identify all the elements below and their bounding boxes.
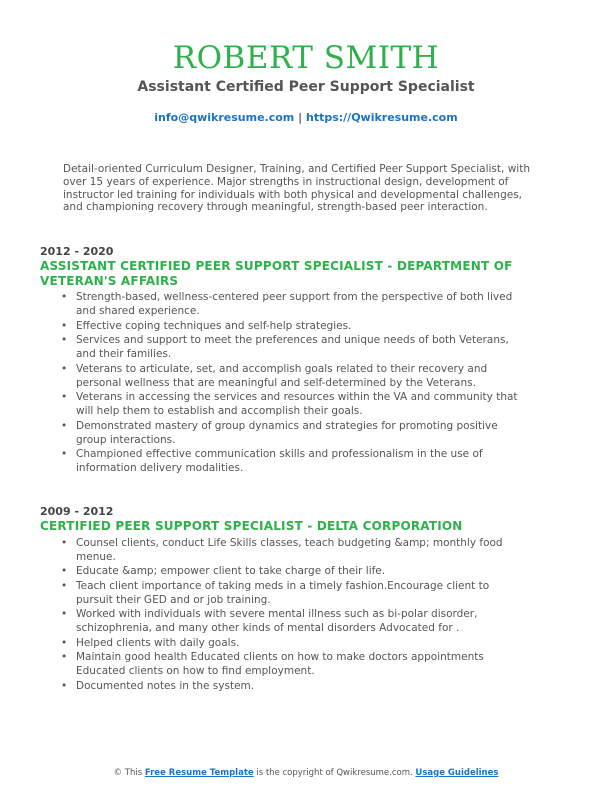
list-item: • Championed effective communication skills and professionalism in the use of information delivery modalities. bbox=[76, 447, 526, 475]
list-item: • Teach client importance of taking meds in a timely fashion.Encourage client to pursuit their GED and or job training. bbox=[76, 579, 526, 607]
footer-copyright: © This bbox=[113, 768, 143, 778]
list-item: • Veterans to articulate, set, and accomplish goals related to their recovery and personal wellness that are meaningful and self-determined by the Veterans. bbox=[76, 362, 526, 390]
contact-line bbox=[0, 111, 612, 125]
list-item: • Counsel clients, conduct Life Skills classes, teach budgeting &amp; monthly food menue. bbox=[76, 536, 526, 564]
experience-entry-2 bbox=[40, 505, 580, 693]
job-dates: 2009 - 2012 bbox=[40, 505, 114, 518]
list-item: • Demonstrated mastery of group dynamics and strategies for promoting positive group interactions. bbox=[76, 419, 526, 447]
list-item: • Documented notes in the system. bbox=[76, 679, 526, 693]
website-link[interactable]: https://Qwikresume.com bbox=[305, 111, 458, 124]
summary-paragraph: Detail-oriented Curriculum Designer, Training, and Certified Peer Support Specialist, with over 15 years of experience. Major strengths in instructional design, development of instructor led training for individuals with both physical and developmental challenges, and championing recovery through meaningful, strength-based peer interaction. bbox=[63, 163, 530, 214]
list-item: • Helped clients with daily goals. bbox=[76, 636, 526, 650]
job-role: ASSISTANT CERTIFIED PEER SUPPORT SPECIALIST - DEPARTMENT OF VETERAN'S AFFAIRS bbox=[40, 259, 513, 288]
list-item: • Strength-based, wellness-centered peer support from the perspective of both lived and shared experience. bbox=[76, 290, 526, 318]
experience-entry-1 bbox=[40, 245, 580, 476]
list-item: • Veterans in accessing the services and resources within the VA and community that will help them to establish and accomplish their goals. bbox=[76, 390, 526, 418]
email-link[interactable]: info@qwikresume.com bbox=[154, 111, 295, 124]
candidate-title: Assistant Certified Peer Support Specialist bbox=[137, 79, 475, 95]
page-footer bbox=[0, 768, 612, 779]
usage-guidelines-link[interactable]: Usage Guidelines bbox=[415, 768, 499, 778]
list-item: • Services and support to meet the preferences and unique needs of both Veterans, and their families. bbox=[76, 333, 526, 361]
job-role: CERTIFIED PEER SUPPORT SPECIALIST - DELTA CORPORATION bbox=[40, 519, 463, 533]
job-bullets bbox=[40, 536, 580, 693]
job-bullets bbox=[40, 290, 580, 475]
job-dates: 2012 - 2020 bbox=[40, 245, 114, 258]
list-item: • Educate &amp; empower client to take charge of their life. bbox=[76, 564, 526, 578]
footer-text: is the copyright of Qwikresume.com. bbox=[256, 768, 413, 778]
list-item: • Maintain good health Educated clients on how to make doctors appointments Educated clients on how to find employment. bbox=[76, 650, 526, 678]
list-item: • Worked with individuals with severe mental illness such as bi-polar disorder, schizophrenia, and many other kinds of mental disorders Advocated for . bbox=[76, 607, 526, 635]
candidate-name: ROBERT SMITH bbox=[172, 40, 440, 76]
contact-separator: | bbox=[298, 111, 303, 124]
free-resume-template-link[interactable]: Free Resume Template bbox=[144, 768, 254, 778]
list-item: • Effective coping techniques and self-help strategies. bbox=[76, 319, 526, 333]
